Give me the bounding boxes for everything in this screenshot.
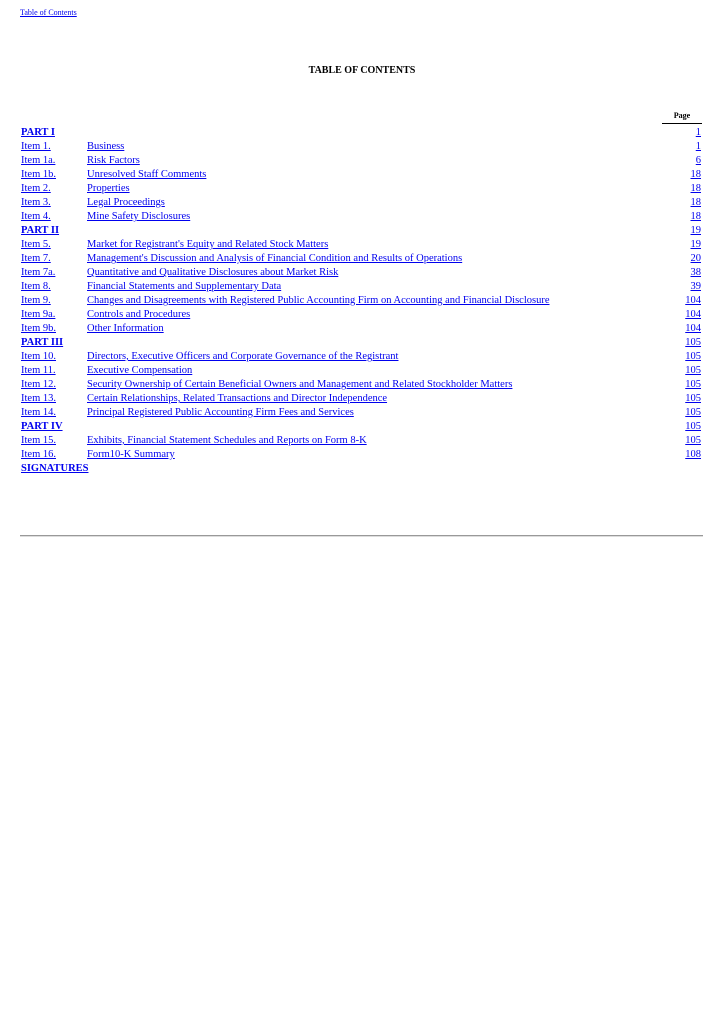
- toc-page-number-link[interactable]: 39: [690, 281, 701, 292]
- toc-page-number-link[interactable]: 105: [685, 337, 701, 348]
- toc-page-number-link[interactable]: 105: [685, 407, 701, 418]
- toc-item-number-link[interactable]: Item 1.: [21, 141, 51, 152]
- toc-part-row: [20, 462, 702, 476]
- toc-page-number-link[interactable]: 18: [690, 211, 701, 222]
- toc-item-number-link[interactable]: Item 11.: [21, 365, 56, 376]
- toc-page-number-link[interactable]: 104: [685, 295, 701, 306]
- toc-item-row: [20, 350, 702, 364]
- toc-item-title-link[interactable]: Financial Statements and Supplementary Data: [87, 281, 282, 292]
- toc-page-number-link[interactable]: 19: [690, 239, 701, 250]
- toc-page-number-link[interactable]: 1: [695, 127, 701, 138]
- toc-part-link[interactable]: PART III: [21, 337, 64, 348]
- toc-table: [20, 126, 702, 476]
- toc-page-number-link[interactable]: 18: [690, 183, 701, 194]
- toc-item-title-link[interactable]: Management's Discussion and Analysis of Financial Condition and Results of Operations: [87, 253, 463, 264]
- toc-part-link[interactable]: PART II: [21, 225, 60, 236]
- toc-page-number-link[interactable]: 1: [695, 141, 701, 152]
- toc-item-title-link[interactable]: Quantitative and Qualitative Disclosures about Market Risk: [87, 267, 339, 278]
- toc-page-number-link[interactable]: 6: [695, 155, 701, 166]
- toc-item-number-link[interactable]: Item 4.: [21, 211, 51, 222]
- toc-page-number-link[interactable]: 105: [685, 435, 701, 446]
- toc-item-title-link[interactable]: Market for Registrant's Equity and Related Stock Matters: [87, 239, 329, 250]
- toc-item-row: [20, 322, 702, 336]
- toc-item-row: [20, 280, 702, 294]
- toc-part-link[interactable]: PART I: [21, 127, 55, 138]
- toc-item-row: [20, 392, 702, 406]
- toc-item-row: [20, 154, 702, 168]
- toc-item-row: [20, 434, 702, 448]
- page-column-header: Page: [662, 111, 702, 124]
- toc-item-row: [20, 182, 702, 196]
- toc-item-title-link[interactable]: Risk Factors: [87, 155, 140, 166]
- toc-item-number-link[interactable]: Item 1a.: [21, 155, 56, 166]
- toc-item-number-link[interactable]: Item 7.: [21, 253, 51, 264]
- toc-item-number-link[interactable]: Item 16.: [21, 449, 56, 460]
- toc-page-number-link[interactable]: 108: [685, 449, 701, 460]
- toc-item-title-link[interactable]: Properties: [87, 183, 130, 194]
- toc-page-number-link[interactable]: 105: [685, 365, 701, 376]
- toc-item-row: [20, 406, 702, 420]
- toc-item-number-link[interactable]: Item 9b.: [21, 323, 56, 334]
- toc-item-number-link[interactable]: Item 10.: [21, 351, 56, 362]
- toc-page-number-link[interactable]: 18: [690, 197, 701, 208]
- toc-page-number-link[interactable]: 105: [685, 379, 701, 390]
- toc-item-row: [20, 448, 702, 462]
- toc-item-title-link[interactable]: Executive Compensation: [87, 365, 193, 376]
- toc-item-row: [20, 168, 702, 182]
- toc-item-row: [20, 252, 702, 266]
- toc-page-number-link[interactable]: 105: [685, 421, 701, 432]
- toc-item-title-link[interactable]: Certain Relationships, Related Transactions and Director Independence: [87, 393, 388, 404]
- toc-item-title-link[interactable]: Changes and Disagreements with Registered Public Accounting Firm on Accounting and Financial Disclosure: [87, 295, 550, 306]
- toc-part-row: [20, 126, 702, 140]
- toc-item-number-link[interactable]: Item 14.: [21, 407, 56, 418]
- toc-page-number-link[interactable]: 105: [685, 351, 701, 362]
- toc-item-number-link[interactable]: Item 7a.: [21, 267, 56, 278]
- toc-item-number-link[interactable]: Item 13.: [21, 393, 56, 404]
- page-divider: [20, 535, 703, 537]
- toc-item-row: [20, 378, 702, 392]
- toc-part-row: [20, 336, 702, 350]
- toc-item-number-link[interactable]: Item 3.: [21, 197, 51, 208]
- toc-part-row: [20, 420, 702, 434]
- toc-item-row: [20, 196, 702, 210]
- toc-item-title-link[interactable]: Business: [87, 141, 125, 152]
- table-of-contents-link[interactable]: Table of Contents: [20, 8, 77, 17]
- toc-item-number-link[interactable]: Item 5.: [21, 239, 51, 250]
- toc-item-row: [20, 266, 702, 280]
- toc-item-number-link[interactable]: Item 12.: [21, 379, 56, 390]
- toc-page-number-link[interactable]: 104: [685, 309, 701, 320]
- toc-item-row: [20, 238, 702, 252]
- toc-page-number-link[interactable]: 38: [690, 267, 701, 278]
- page-title: TABLE OF CONTENTS: [308, 65, 416, 76]
- toc-item-title-link[interactable]: Mine Safety Disclosures: [87, 211, 191, 222]
- toc-page-number-link[interactable]: 20: [690, 253, 701, 264]
- toc-item-number-link[interactable]: Item 9.: [21, 295, 51, 306]
- toc-item-number-link[interactable]: Item 8.: [21, 281, 51, 292]
- toc-item-number-link[interactable]: Item 15.: [21, 435, 56, 446]
- toc-item-title-link[interactable]: Principal Registered Public Accounting Firm Fees and Services: [87, 407, 354, 418]
- toc-page-number-link[interactable]: 105: [685, 393, 701, 404]
- toc-item-number-link[interactable]: Item 1b.: [21, 169, 56, 180]
- toc-item-title-link[interactable]: Unresolved Staff Comments: [87, 169, 207, 180]
- toc-item-row: [20, 308, 702, 322]
- toc-item-title-link[interactable]: Form10-K Summary: [87, 449, 175, 460]
- toc-item-title-link[interactable]: Other Information: [87, 323, 164, 334]
- toc-item-title-link[interactable]: Legal Proceedings: [87, 197, 165, 208]
- toc-part-link[interactable]: PART IV: [21, 421, 63, 432]
- toc-item-row: [20, 210, 702, 224]
- toc-part-row: [20, 224, 702, 238]
- toc-page-number-link[interactable]: 18: [690, 169, 701, 180]
- toc-item-number-link[interactable]: Item 9a.: [21, 309, 56, 320]
- toc-item-row: [20, 364, 702, 378]
- toc-item-title-link[interactable]: Exhibits, Financial Statement Schedules and Reports on Form 8-K: [87, 435, 367, 446]
- toc-page-number-link[interactable]: 19: [690, 225, 701, 236]
- toc-item-title-link[interactable]: Directors, Executive Officers and Corporate Governance of the Registrant: [87, 351, 399, 362]
- toc-page-number-link[interactable]: 104: [685, 323, 701, 334]
- toc-item-title-link[interactable]: Controls and Procedures: [87, 309, 191, 320]
- toc-item-row: [20, 294, 702, 308]
- toc-item-title-link[interactable]: Security Ownership of Certain Beneficial Owners and Management and Related Stockholder Matters: [87, 379, 513, 390]
- toc-item-row: [20, 140, 702, 154]
- toc-part-link[interactable]: SIGNATURES: [21, 463, 89, 474]
- toc-item-number-link[interactable]: Item 2.: [21, 183, 51, 194]
